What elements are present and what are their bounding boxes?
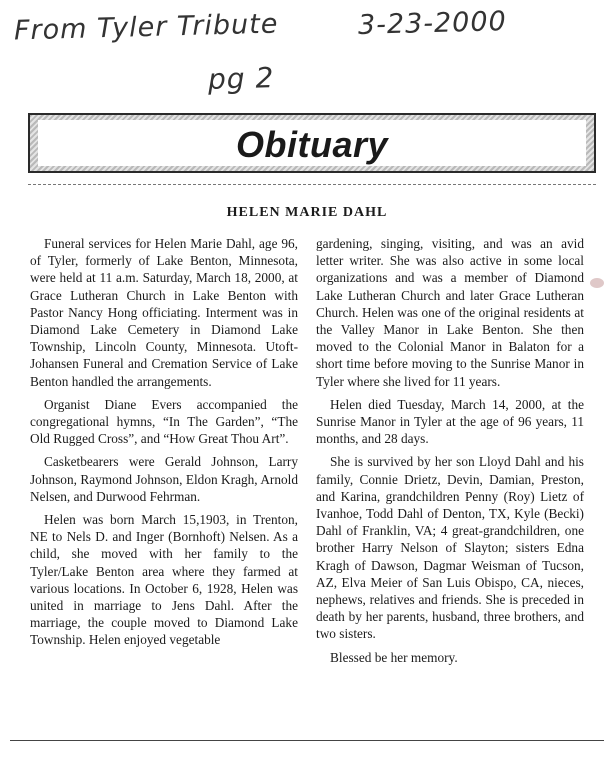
handwritten-source-note: From Tyler Tribute — [13, 8, 279, 47]
article-column-left — [30, 235, 298, 655]
banner-title: Obituary — [235, 124, 389, 165]
article-paragraph: Organist Diane Evers accompanied the congregational hymns, “In The Garden”, “The Old Rugged Cross”, and “How Great Thou Art”. — [30, 396, 298, 447]
article-paragraph: Helen died Tuesday, March 14, 2000, at the Sunrise Manor in Tyler at the age of 96 years, 11 months, and 28 days. — [316, 396, 584, 447]
handwritten-date-note: 3-23-2000 — [357, 6, 508, 41]
article-paragraph: Helen was born March 15,1903, in Trenton, NE to Nels D. and Inger (Bornhoft) Nelsen. As a child, she moved with her family to the Tyler/Lake Benton area where they farmed at various locations. In October 6, 1928, Helen was united in marriage to Jens Dahl. After the marriage, the couple moved to Diamond Lake Township. Helen enjoyed vegetable — [30, 512, 298, 648]
dashed-divider — [28, 184, 596, 185]
article-column-right — [316, 235, 584, 672]
article-paragraph: Blessed be her memory. — [330, 649, 458, 665]
article-paragraph: gardening, singing, visiting, and was an avid letter writer. She was also active in some local organizations and was a member of Diamond Lake Lutheran Church and later Grace Lutheran Church. Helen was one of the original residents at the Valley Manor in Lake Benton. She then moved to the Colonial Manor in Balaton for a short time before moving to the Sunrise Manor in Tyler where she lived for 11 years. — [316, 236, 584, 389]
handwritten-page-note: pg 2 — [207, 61, 275, 96]
article-paragraph: Casketbearers were Gerald Johnson, Larry Johnson, Raymond Johnson, Eldon Kragh, Arnold Nelsen, and Durwood Fehrman. — [30, 454, 298, 504]
paper-smudge — [590, 278, 604, 288]
obituary-banner — [28, 113, 596, 173]
article-headline: HELEN MARIE DAHL — [226, 205, 388, 220]
banner-inner-panel — [38, 120, 586, 166]
bottom-divider — [10, 740, 604, 741]
article-paragraph: She is survived by her son Lloyd Dahl and his family, Connie Drietz, Devin, Damian, Preston, and Karina, grandchildren Penny (Roy) Lietz of Ivanhoe, Todd Dahl of Denton, TX, Kyle (Becki) Dahl of Franklin, VA; 4 great-grandchildren, one brother Harry Nelson of Slayton; sisters Edna Kragh of Dawson, Dagmar Weisman of Tucson, AZ, Elva Meier of San Luis Obispo, CA, nieces, nephews, relatives and friends. She is preceded in death by her parents, husband, three brothers, and two sisters. — [316, 454, 584, 642]
article-paragraph: Funeral services for Helen Marie Dahl, age 96, of Tyler, formerly of Lake Benton, Minnesota, were held at 11 a.m. Saturday, March 18, 2000, at Grace Lutheran Church in Lake Benton with Pastor Nancy Hong officiating. Interment was in Diamond Lake Cemetery in Diamond Lake Township, Lincoln County, Minnesota. Utoft-Johansen Funeral and Cremation Service of Lake Benton handled the arrangements. — [30, 236, 298, 389]
